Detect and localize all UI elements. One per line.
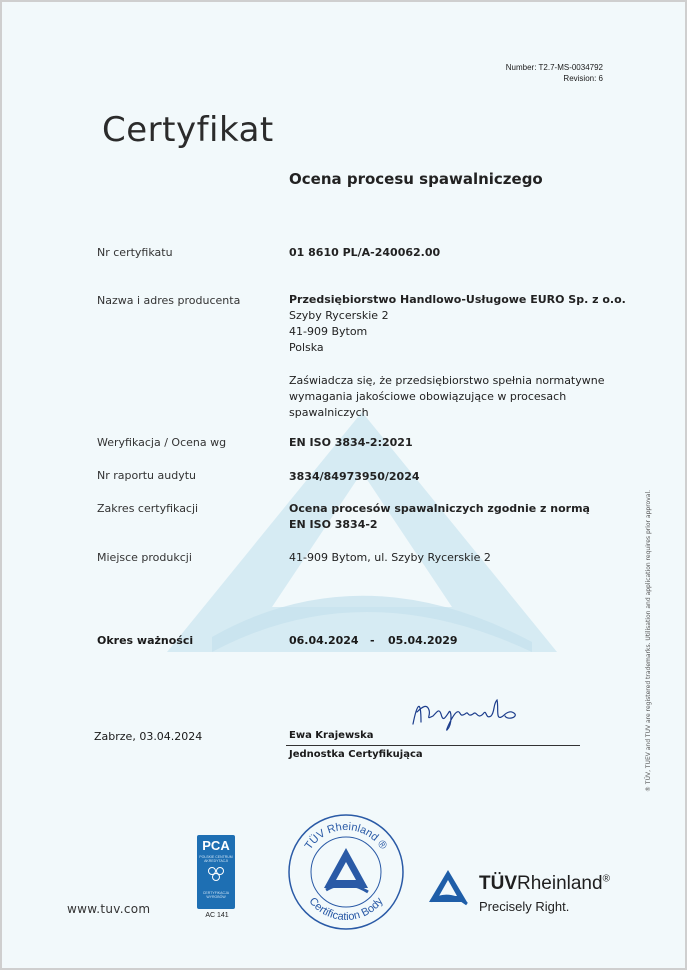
pca-accreditation-logo bbox=[197, 835, 235, 909]
validity-to: 05.04.2029 bbox=[388, 634, 458, 647]
verification-value: EN ISO 3834-2:2021 bbox=[289, 436, 413, 449]
producer-country: Polska bbox=[289, 341, 324, 354]
pca-code: AC 141 bbox=[205, 912, 229, 919]
compliance-statement bbox=[289, 373, 605, 421]
scope-line: EN ISO 3834-2 bbox=[289, 518, 378, 531]
validity-from: 06.04.2024 bbox=[289, 634, 359, 647]
signer-name: Ewa Krajewska bbox=[289, 730, 374, 741]
producer-city: 41-909 Bytom bbox=[289, 325, 368, 338]
brand-rest: Rheinland bbox=[517, 873, 603, 894]
tuv-brand-name bbox=[479, 873, 610, 895]
statement-line: wymagania jakościowe obowiązujące w procesach bbox=[289, 390, 567, 403]
brand-mark: ® bbox=[602, 873, 610, 885]
place-and-date: Zabrze, 03.04.2024 bbox=[94, 730, 203, 743]
producer-street: Szyby Rycerskie 2 bbox=[289, 309, 389, 322]
production-place-value: 41-909 Bytom, ul. Szyby Rycerskie 2 bbox=[289, 551, 491, 564]
statement-line: Zaświadcza się, że przedsiębiorstwo spełnia normatywne bbox=[289, 374, 605, 387]
cert-number-value: 01 8610 PL/A-240062.00 bbox=[289, 246, 441, 259]
pca-rings-icon bbox=[206, 865, 226, 883]
tuv-certification-seal bbox=[286, 812, 406, 932]
validity-separator: - bbox=[370, 634, 375, 647]
handwritten-signature bbox=[407, 694, 522, 734]
document-revision: Revision: 6 bbox=[563, 74, 603, 83]
production-place-label: Miejsce produkcji bbox=[97, 551, 192, 564]
svg-text:TÜV Rheinland ® bbox=[303, 821, 390, 852]
website-link[interactable]: www.tuv.com bbox=[67, 902, 151, 916]
pca-subtitle: POLSKIE CENTRUM AKREDYTACJI bbox=[199, 855, 233, 863]
pca-subtitle-2: CERTYFIKACJA WYROBÓW bbox=[202, 891, 230, 899]
document-number-block bbox=[506, 62, 603, 84]
pca-title: PCA bbox=[202, 838, 230, 853]
scope-label: Zakres certyfikacji bbox=[97, 502, 199, 515]
tuv-slogan: Precisely Right. bbox=[479, 899, 570, 914]
validity-label: Okres ważności bbox=[97, 634, 194, 647]
statement-line: spawalniczych bbox=[289, 406, 369, 419]
brand-bold: TÜV bbox=[479, 873, 517, 894]
trademark-note: ® TÜV, TUEV and TUV are registered trademarks. Utilisation and application requires prior approval. bbox=[645, 489, 652, 792]
seal-text-bottom: Certification Body bbox=[306, 895, 386, 924]
signer-unit: Jednostka Certyfikująca bbox=[289, 749, 423, 760]
signature-line bbox=[286, 745, 580, 746]
svg-text:Certification Body bbox=[306, 895, 385, 923]
document-number: Number: T2.7-MS-0034792 bbox=[505, 63, 603, 72]
cert-number-label: Nr certyfikatu bbox=[97, 246, 173, 259]
verification-label: Weryfikacja / Ocena wg bbox=[97, 436, 227, 449]
producer-label: Nazwa i adres producenta bbox=[97, 294, 241, 307]
scope-line: Ocena procesów spawalniczych zgodnie z normą bbox=[289, 502, 590, 515]
certificate-subtitle: Ocena procesu spawalniczego bbox=[289, 170, 543, 188]
tuv-triangle-icon bbox=[427, 868, 469, 906]
producer-name: Przedsiębiorstwo Handlowo-Usługowe EURO Sp. z o.o. bbox=[289, 293, 626, 306]
audit-report-value: 3834/84973950/2024 bbox=[289, 470, 420, 483]
seal-text-top: TÜV Rheinland ® bbox=[302, 820, 390, 852]
certificate-title: Certyfikat bbox=[102, 110, 274, 150]
scope-value bbox=[289, 501, 590, 533]
audit-report-label: Nr raportu audytu bbox=[97, 469, 197, 482]
producer-address bbox=[289, 292, 626, 356]
